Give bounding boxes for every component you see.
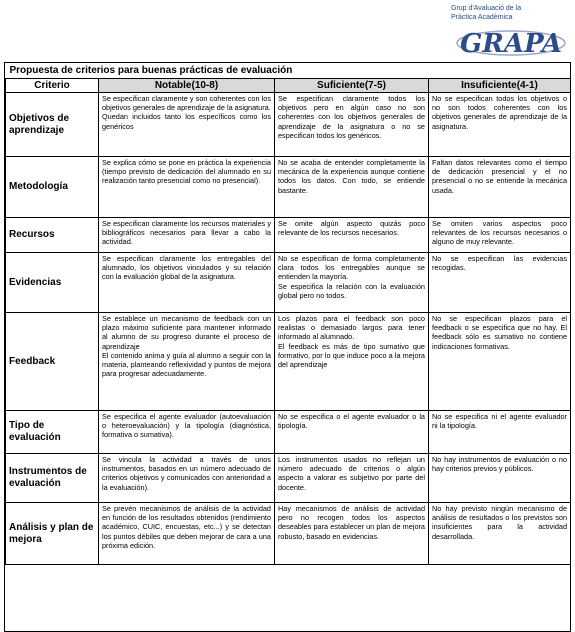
notable-cell (99, 218, 275, 253)
suficiente-text: Los plazos para el feedback son poco realistas o demasiado largos para tener informado al alumnado. (278, 314, 425, 342)
notable-text: Quedan incluidos tanto los específicos como los genéricos (102, 112, 271, 131)
notable-text: Se prevén mecanismos de análisis de la actividad en función de los resultados obtenidos (rendimiento académico, CUIC, encuestas, etc...) y se detectan los puntos débiles que deben mejorar de cara a una próxima edición. (102, 504, 271, 550)
table-row (6, 253, 571, 313)
suficiente-text: Hay mecanismos de análisis de actividad pero no recogen todos los aspectos deseables para establecer un plan de mejora robusto, basado en evidencias. (278, 504, 425, 541)
grapa-logo (455, 26, 567, 58)
insuficiente-text: Faltan datos relevantes como el tiempo de dedicación presencial y el no presencial o no se entiende la mecánica usada. (432, 158, 568, 195)
column-header-notable: Notable(10-8) (99, 79, 275, 93)
criterion-cell: Metodología (6, 157, 99, 218)
suficiente-text: Se especifica la relación con la evaluación global pero no todos. (278, 281, 425, 300)
notable-text: Se especifican claramente los recursos materiales y bibliográficos necesarios para llevar a cabo la actividad. (102, 219, 271, 247)
criterion-cell: Recursos (6, 218, 99, 253)
criterion-cell: Análisis y plan de mejora (6, 503, 99, 565)
criterion-cell: Feedback (6, 313, 99, 411)
suficiente-text: No se especifica o el agente evaluador o la tipología. (278, 412, 425, 431)
insuficiente-cell (429, 93, 571, 157)
notable-text: El contenido anima y guía al alumno a seguir con la materia, planteando reflexividad y puntos de mejora para progresar adecuadamente. (102, 350, 271, 379)
suficiente-cell (275, 157, 429, 218)
criterion-cell: Tipo de evaluación (6, 411, 99, 454)
notable-cell (99, 93, 275, 157)
table-row (6, 157, 571, 218)
table-row (6, 93, 571, 157)
suficiente-cell (275, 411, 429, 454)
grapa-logo-text: GRAPA (460, 29, 562, 58)
page-header (0, 0, 575, 60)
insuficiente-text: Se omiten varios aspectos poco relevantes de los recursos necesarios o alguno de muy relevante. (432, 219, 568, 247)
notable-cell (99, 157, 275, 218)
insuficiente-text: No se especifica ni el agente evaluador ni la tipología. (432, 412, 568, 431)
insuficiente-cell (429, 313, 571, 411)
organization-name (451, 4, 561, 22)
table-row (6, 313, 571, 411)
organization-name-line1: Grup d'Avaluació de la (451, 5, 522, 12)
table-row (6, 218, 571, 253)
table-title: Propuesta de criterios para buenas prácticas de evaluación (6, 63, 571, 79)
notable-text: Se especifican claramente los entregables del alumnado, los objetivos vinculados y su relación con la evaluación global de la asignatura. (102, 254, 271, 282)
insuficiente-text: No se especifican las evidencias recogidas. (432, 254, 568, 273)
table-row (6, 411, 571, 454)
suficiente-cell (275, 454, 429, 503)
insuficiente-cell (429, 218, 571, 253)
suficiente-cell (275, 503, 429, 565)
notable-cell (99, 503, 275, 565)
suficiente-text: Se omite algún aspecto quizás poco relevante de los recursos necesarios. (278, 219, 425, 238)
column-header-row (6, 79, 571, 93)
suficiente-cell (275, 313, 429, 411)
column-header-criterio: Criterio (6, 79, 99, 93)
criterion-cell: Evidencias (6, 253, 99, 313)
insuficiente-text: No se especifican plazos para el feedback o se especifica que no hay. El feedback sólo es sumativo no contiene indicaciones formativas. (432, 314, 568, 351)
insuficiente-text: No se especifican todos los objetivos o no son todos coherentes con los objetivos generales de aprendizaje de la asignatura. (432, 94, 568, 131)
column-header-insuficiente: Insuficiente(4-1) (429, 79, 571, 93)
table-row (6, 454, 571, 503)
suficiente-text: El feedback es más de tipo sumativo que formativo, por lo que induce poco a la mejora del aprendizaje (278, 341, 425, 370)
table-row (6, 503, 571, 565)
insuficiente-cell (429, 503, 571, 565)
notable-text: Se establece un mecanismo de feedback con un plazo máximo suficiente para mantener informado al alumno de su progreso durante el proceso de aprendizaje (102, 314, 271, 351)
criteria-table (5, 63, 571, 565)
notable-text: Se vincula la actividad a través de unos instrumentos, basados en un número adecuado de criterios objetivos y comunicados con anterioridad a la evaluación). (102, 455, 271, 492)
notable-text: Se especifican claramente y son coherentes con los objetivos generales de aprendizaje de la asignatura. (102, 94, 271, 113)
insuficiente-cell (429, 454, 571, 503)
notable-text: Se explica cómo se pone en práctica la experiencia (tiempo previsto de dedicación del alumnado en su realización tanto presencial como no presencial). (102, 158, 271, 186)
insuficiente-cell (429, 253, 571, 313)
insuficiente-text: No hay instrumentos de evaluación o no hay criterios previos y públicos. (432, 455, 568, 474)
suficiente-cell (275, 93, 429, 157)
suficiente-text: Se especifican claramente todos los objetivos pero en algún caso no son coherentes con los objetivos generales de aprendizaje de la asignatura o no se especifican todos los genéricos. (278, 94, 425, 140)
criterion-cell: Instrumentos de evaluación (6, 454, 99, 503)
notable-cell (99, 454, 275, 503)
suficiente-cell (275, 218, 429, 253)
notable-cell (99, 313, 275, 411)
suficiente-text: Los instrumentos usados no reflejan un número adecuado de criterios o algún aspecto a valorar es subjetivo por parte del docente. (278, 455, 425, 492)
notable-text: Se especifica el agente evaluador (autoevaluación o heteroevaluación) y la tipología (diagnóstica, formativa o sumativa). (102, 412, 271, 440)
suficiente-text: No se acaba de entender completamente la mecánica de la experiencia aunque contiene todos los datos. Con todo, se entiende bastante. (278, 158, 425, 195)
organization-name-line2: Pràctica Acadèmica (451, 14, 513, 21)
criterion-cell: Objetivos de aprendizaje (6, 93, 99, 157)
insuficiente-cell (429, 411, 571, 454)
notable-cell (99, 411, 275, 454)
insuficiente-cell (429, 157, 571, 218)
suficiente-text: No se especifican de forma completamente clara todos los entregables aunque se entienden la mayoría. (278, 254, 425, 282)
column-header-suficiente: Suficiente(7-5) (275, 79, 429, 93)
criteria-table-container (4, 62, 571, 632)
insuficiente-text: No hay previsto ningún mecanismo de análisis de resultados o los previstos son insuficientes para la actividad desarrollada. (432, 504, 568, 541)
suficiente-cell (275, 253, 429, 313)
notable-cell (99, 253, 275, 313)
